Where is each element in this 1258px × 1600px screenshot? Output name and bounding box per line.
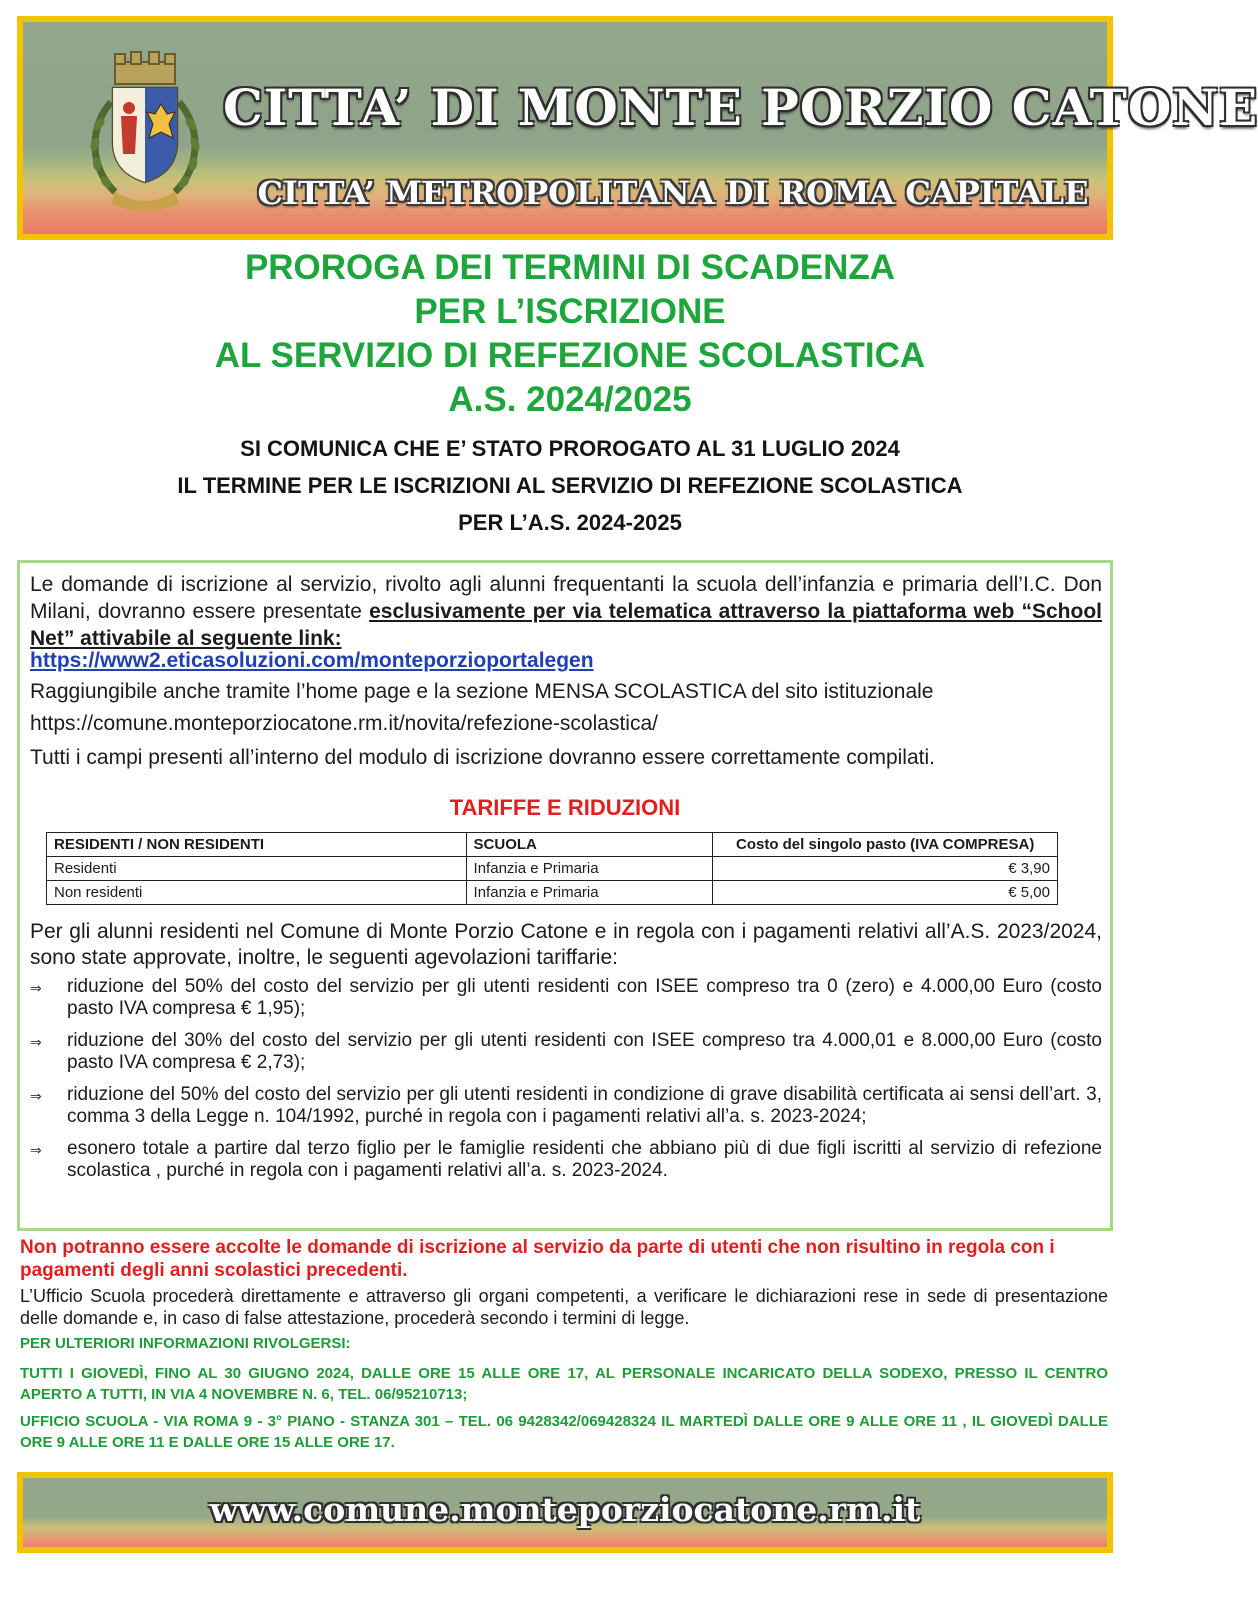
table-cell: Non residenti [47, 881, 467, 905]
coat-of-arms-icon [81, 42, 209, 212]
info-sodexo: TUTTI I GIOVEDÌ, FINO AL 30 GIUGNO 2024, DALLE ORE 15 ALLE ORE 17, AL PERSONALE INCARICATO DELLA SODEXO, PRESSO IL CENTRO APERTO A TUTTI, IN VIA 4 NOVEMBRE N. 6, TEL. 06/95210713; [20, 1365, 1108, 1403]
header-banner [17, 16, 1258, 240]
ufficio-paragraph: L’Ufficio Scuola procederà direttamente e attraverso gli organi competenti, a verificare le dichiarazioni rese in sede di presentazione delle domande e, in caso di false attestazione, procederà secondo i termini di legge. [20, 1286, 1108, 1328]
table-cell: € 5,00 [713, 881, 1058, 905]
fields-line: Tutti i campi presenti all’interno del modulo di iscrizione dovranno essere correttamente compilati. [30, 746, 935, 769]
table-header-row [47, 833, 1058, 857]
list-item [30, 1084, 1102, 1128]
list-item-text: riduzione del 50% del costo del servizio per gli utenti residenti con ISEE compreso tra 0 (zero) e 4.000,00 Euro (costo pasto IVA compresa € 1,95); [67, 976, 1102, 1019]
double-arrow-right-icon: ⇒ [30, 1142, 42, 1158]
site-url: https://comune.monteporziocatone.rm.it/novita/refezione-scolastica/ [30, 712, 658, 735]
table-cell: Infanzia e Primaria [466, 857, 713, 881]
table-header: SCUOLA [466, 833, 713, 857]
headline-line: AL SERVIZIO DI REFEZIONE SCOLASTICA [214, 336, 926, 375]
intro-underlined-text: esclusivamente per via telematica attraverso la piattaforma web “School Net” attivabile al seguente link: [30, 600, 1103, 650]
table-cell: € 3,90 [713, 857, 1058, 881]
tariffs-title: TARIFFE E RIDUZIONI [449, 795, 681, 820]
city-title: CITTA’ DI MONTE PORZIO CATONE [223, 78, 1258, 137]
agevolazioni-list [30, 976, 1102, 1192]
headline-line: A.S. 2024/2025 [448, 380, 692, 419]
notice-headline [90, 246, 1050, 422]
agevolazioni-intro: Per gli alunni residenti nel Comune di Monte Porzio Catone e in regola con i pagamenti relativi all’A.S. 2023/2024, sono state approvate, inoltre, le seguenti agevolazioni tariffarie: [30, 920, 1102, 969]
announcement-line: PER L’A.S. 2024-2025 [458, 510, 682, 535]
intro-paragraph [30, 571, 1102, 652]
city-subtitle: CITTA’ METROPOLITANA DI ROMA CAPITALE [257, 174, 1089, 212]
table-cell: Residenti [47, 857, 467, 881]
announcement [60, 430, 1080, 541]
list-item-text: riduzione del 50% del costo del servizio per gli utenti residenti in condizione di grave disabilità certificata ai sensi dell’art. 3, comma 3 della Legge n. 104/1992, purché in regola con i pagamenti relativi all’a. s. 2023-2024; [67, 1084, 1102, 1127]
headline-line: PROROGA DEI TERMINI DI SCADENZA [244, 248, 896, 287]
list-item [30, 1138, 1102, 1182]
table-header: RESIDENTI / NON RESIDENTI [47, 833, 467, 857]
double-arrow-right-icon: ⇒ [30, 1088, 42, 1104]
headline-line: PER L’ISCRIZIONE [414, 292, 726, 331]
footer-banner [17, 1472, 1113, 1553]
schoolnet-link[interactable]: https://www2.eticasoluzioni.com/monteporzioportalegen [30, 649, 594, 672]
announcement-line: SI COMUNICA CHE E’ STATO PROROGATO AL 31 LUGLIO 2024 [240, 436, 900, 461]
info-title: PER ULTERIORI INFORMAZIONI RIVOLGERSI: [20, 1335, 351, 1352]
list-item-text: riduzione del 30% del costo del servizio per gli utenti residenti con ISEE compreso tra 4.000,01 e 8.000,00 Euro (costo pasto IVA compresa € 2,73); [67, 1030, 1102, 1073]
table-header: Costo del singolo pasto (IVA COMPRESA) [713, 833, 1058, 857]
intro-text: Le domande di iscrizione al servizio, rivolto agli alunni frequentanti la scuola dell’infanzia e primaria dell’I.C. Don Milani, dovranno essere presentate [30, 573, 1102, 623]
homepage-line: Raggiungibile anche tramite l’home page e la sezione MENSA SCOLASTICA del sito istituzionale [30, 680, 934, 703]
details-box [17, 560, 1113, 1231]
table-row [47, 881, 1058, 905]
double-arrow-right-icon: ⇒ [30, 980, 42, 996]
info-ufficio-scuola: UFFICIO SCUOLA - VIA ROMA 9 - 3° PIANO - STANZA 301 – TEL. 06 9428342/069428324 IL MARTEDÌ DALLE ORE 9 ALLE ORE 11 , IL GIOVEDÌ DALLE ORE 9 ALLE ORE 11 E DALLE ORE 15 ALLE ORE 17. [20, 1413, 1108, 1451]
list-item [30, 1030, 1102, 1074]
fees-table [46, 832, 1058, 905]
list-item [30, 976, 1102, 1020]
double-arrow-right-icon: ⇒ [30, 1034, 42, 1050]
list-item-text: esonero totale a partire dal terzo figlio per le famiglie residenti che abbiano più di due figli iscritti al servizio di refezione scolastica , purché in regola con i pagamenti relativi all’a. s. 2023-2024. [67, 1138, 1102, 1181]
table-cell: Infanzia e Primaria [466, 881, 713, 905]
footer-website-link[interactable]: www.comune.monteporziocatone.rm.it [209, 1490, 921, 1529]
table-row [47, 857, 1058, 881]
warning-text: Non potranno essere accolte le domande di iscrizione al servizio da parte di utenti che non risultino in regola con i pagamenti degli anni scolastici precedenti. [20, 1237, 1055, 1281]
announcement-line: IL TERMINE PER LE ISCRIZIONI AL SERVIZIO DI REFEZIONE SCOLASTICA [177, 473, 963, 498]
